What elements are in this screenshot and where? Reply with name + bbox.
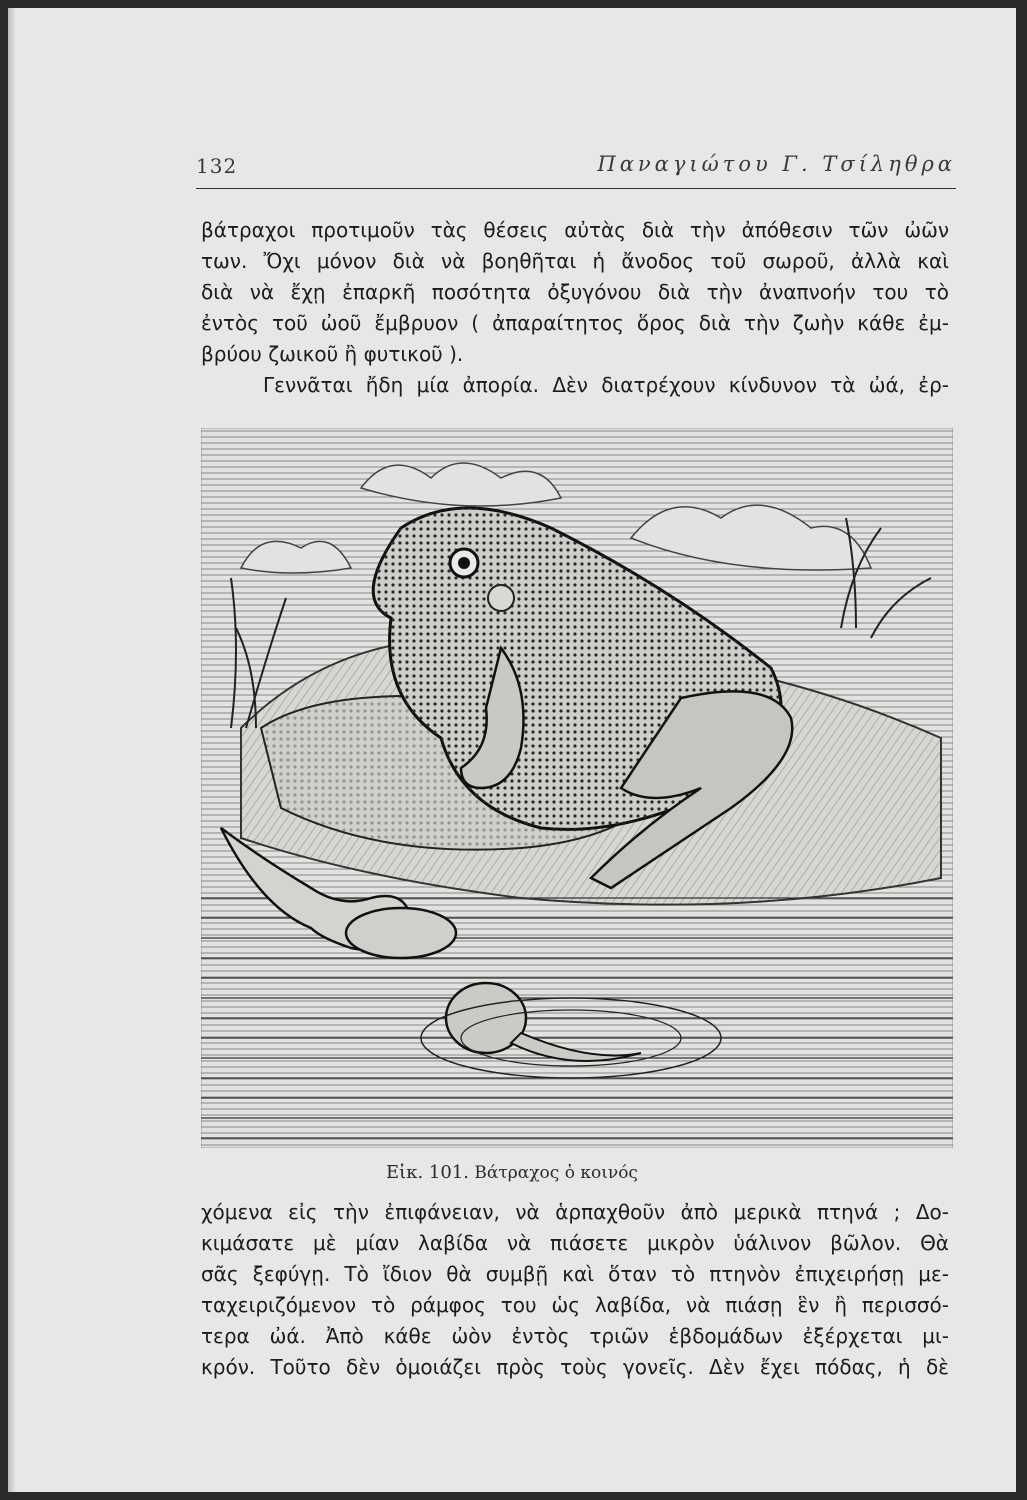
text-line: τερα ὠά. Ἀπὸ κάθε ὠὸν ἐντὸς τριῶν ἑβδομάδων ἐξέρχεται μι- — [201, 1324, 949, 1348]
text-line: διὰ νὰ ἔχῃ ἐπαρκῆ ποσότητα ὀξυγόνου διὰ τὴν ἀναπνοήν του τὸ — [201, 280, 949, 304]
text-line: σᾶς ξεφύγῃ. Τὸ ἴδιον θὰ συμβῇ καὶ ὅταν τὸ πτηνὸν ἐπιχειρήσῃ με- — [201, 1262, 949, 1286]
book-page — [8, 8, 1016, 1492]
page-gutter-shadow — [8, 8, 16, 1492]
page-number: 132 — [196, 154, 238, 178]
paragraph-bottom — [201, 1197, 949, 1383]
text-line: Γεννᾶται ἤδη μία ἀπορία. Δὲν διατρέχουν κίνδυνον τὰ ὠά, ἐρ- — [263, 373, 949, 397]
text-line: χόμενα εἰς τὴν ἐπιφάνειαν, νὰ ἁρπαχθοῦν ἀπὸ μερικὰ πτηνά ; Δο- — [201, 1200, 949, 1224]
text-line: κρόν. Τοῦτο δὲν ὁμοιάζει πρὸς τοὺς γονεῖς. Δὲν ἔχει πόδας, ἡ δὲ — [201, 1355, 949, 1379]
running-head: Παναγιώτου Γ. Τσίληθρα — [597, 152, 956, 176]
text-line: βάτραχοι προτιμοῦν τὰς θέσεις αὐτὰς διὰ τὴν ἀπόθεσιν τῶν ὠῶν — [201, 218, 949, 242]
text-line: κιμάσατε μὲ μίαν λαβίδα νὰ πιάσετε μικρὸν ὑάλινον βῶλον. Θὰ — [201, 1231, 949, 1255]
figure-number: Εἰκ. 101. — [386, 1162, 469, 1183]
frog-illustration — [201, 428, 953, 1148]
paragraph-top — [201, 215, 949, 401]
figure-caption — [8, 1162, 1016, 1183]
page-header — [196, 148, 956, 189]
text-line: των. Ὄχι μόνον διὰ νὰ βοηθῆται ἡ ἄνοδος τοῦ σωροῦ, ἀλλὰ καὶ — [201, 249, 949, 273]
figure-title: Βάτραχος ὁ κοινός — [474, 1163, 638, 1183]
text-line: βρύου ζωικοῦ ἢ φυτικοῦ ). — [201, 342, 464, 366]
text-line: ταχειριζόμενον τὸ ράμφος του ὡς λαβίδα, νὰ πιάσῃ ἓν ἢ περισσό- — [201, 1293, 949, 1317]
text-line: ἐντὸς τοῦ ὠοῦ ἔμβρυον ( ἀπαραίτητος ὅρος διὰ τὴν ζωὴν κάθε ἐμ- — [201, 311, 949, 335]
